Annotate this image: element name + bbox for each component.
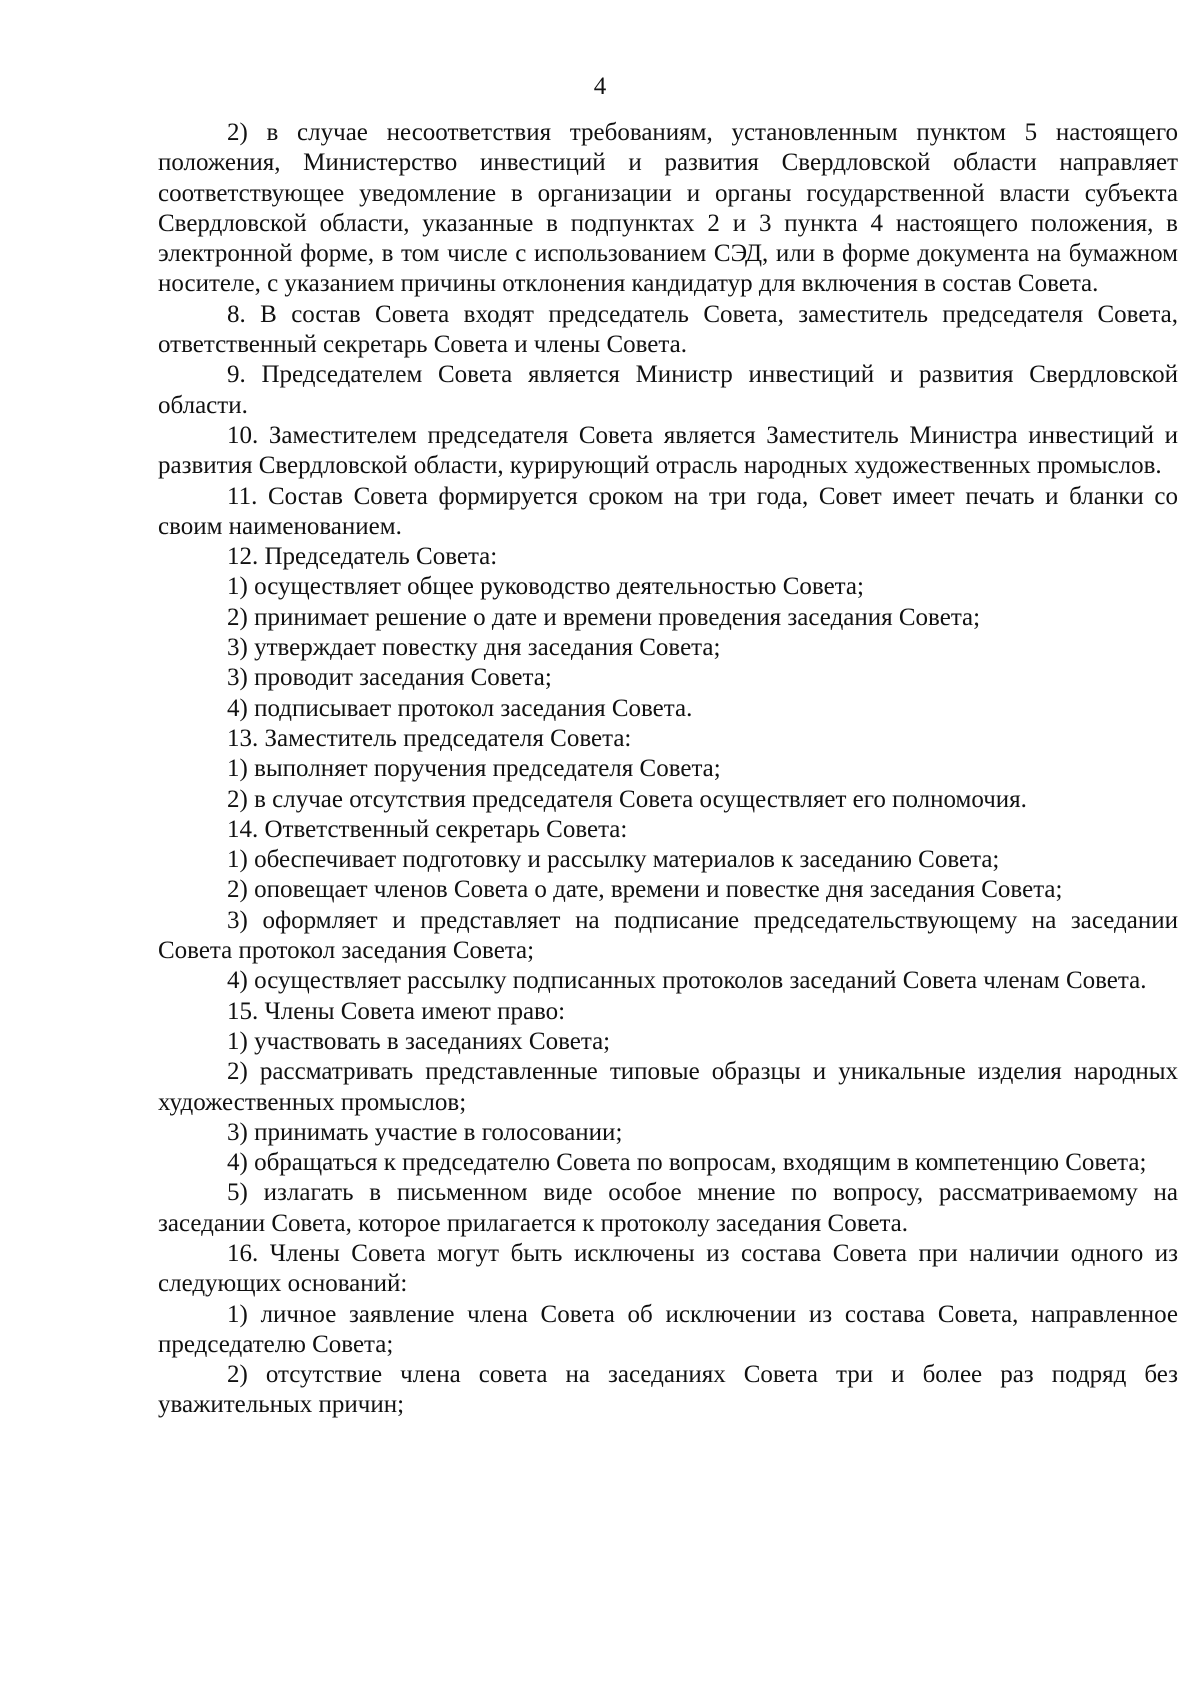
paragraph-8: 8. В состав Совета входят председатель Совета, заместитель председателя Совета, ответственный секретарь Совета и члены Совета. [158, 300, 1178, 359]
paragraph-13-item-2: 2) в случае отсутствия председателя Совета осуществляет его полномочия. [227, 785, 1027, 813]
paragraph-11: 11. Состав Совета формируется сроком на три года, Совет имеет печать и бланки со своим наименованием. [158, 482, 1178, 540]
paragraph-12-heading: 12. Председатель Совета: [227, 543, 498, 571]
paragraph-16-item-2: 2) отсутствие члена совета на заседаниях Совета три и более раз подряд без уважительных причин; [158, 1361, 1178, 1419]
paragraph-12-item-3a: 3) утверждает повестку дня заседания Совета; [227, 634, 721, 662]
paragraph-15-item-2: 2) рассматривать представленные типовые образцы и уникальные изделия народных художественных промыслов; [158, 1058, 1178, 1116]
paragraph-12-item-4: 4) подписывает протокол заседания Совета. [227, 694, 693, 722]
paragraph-12-item-3b: 3) проводит заседания Совета; [227, 664, 552, 692]
paragraph-14-heading: 14. Ответственный секретарь Совета: [227, 815, 628, 843]
paragraph-12-item-2: 2) принимает решение о дате и времени проведения заседания Совета; [227, 603, 981, 631]
paragraph-14-item-3: 3) оформляет и представляет на подписание председательствующему на заседании Совета протокол заседания Совета; [158, 906, 1178, 965]
paragraph-15-heading: 15. Члены Совета имеют право: [227, 997, 566, 1025]
paragraph-14-item-2: 2) оповещает членов Совета о дате, времени и повестке дня заседания Совета; [227, 876, 1063, 904]
paragraph-15-item-5: 5) излагать в письменном виде особое мнение по вопросу, рассматриваемому на заседании Совета, которое прилагается к протоколу заседания Совета. [158, 1179, 1178, 1237]
paragraph-16-heading: 16. Члены Совета могут быть исключены из состава Совета при наличии одного из следующих оснований: [158, 1239, 1178, 1298]
paragraph-14-item-1: 1) обеспечивает подготовку и рассылку материалов к заседанию Совета; [227, 846, 1000, 874]
paragraph-2-notification: 2) в случае несоответствия требованиям, установленным пунктом 5 настоящего положения, Министерство инвестиций и развития Свердловской области направляет соответствующее уведомление в организации и органы государственной власти субъекта Свердловской области, указанные в подпунктах 2 и 3 пункта 4 настоящего положения, в электронной форме, в том числе с использованием СЭД, или в форме документа на бумажном носителе, с указанием причины отклонения кандидатур для включения в состав Совета. [158, 119, 1178, 298]
paragraph-13-heading: 13. Заместитель председателя Совета: [227, 724, 632, 752]
paragraph-16-item-1: 1) личное заявление члена Совета об исключении из состава Совета, направленное председателю Совета; [158, 1300, 1178, 1358]
paragraph-15-item-1: 1) участвовать в заседаниях Совета; [227, 1027, 611, 1055]
paragraph-13-item-1: 1) выполняет поручения председателя Совета; [227, 755, 721, 783]
paragraph-10: 10. Заместителем председателя Совета является Заместитель Министра инвестиций и развития Свердловской области, курирующий отрасль народных художественных промыслов. [158, 421, 1178, 480]
paragraph-15-item-3: 3) принимать участие в голосовании; [227, 1118, 623, 1146]
page-number: 4 [593, 73, 607, 100]
paragraph-14-item-4: 4) осуществляет рассылку подписанных протоколов заседаний Совета членам Совета. [227, 967, 1147, 995]
paragraph-9: 9. Председателем Совета является Министр инвестиций и развития Свердловской области. [158, 361, 1178, 419]
document-body [158, 118, 1178, 1421]
paragraph-12-item-1: 1) осуществляет общее руководство деятельностью Совета; [227, 573, 864, 601]
paragraph-15-item-4: 4) обращаться к председателю Совета по вопросам, входящим в компетенцию Совета; [227, 1149, 1147, 1177]
